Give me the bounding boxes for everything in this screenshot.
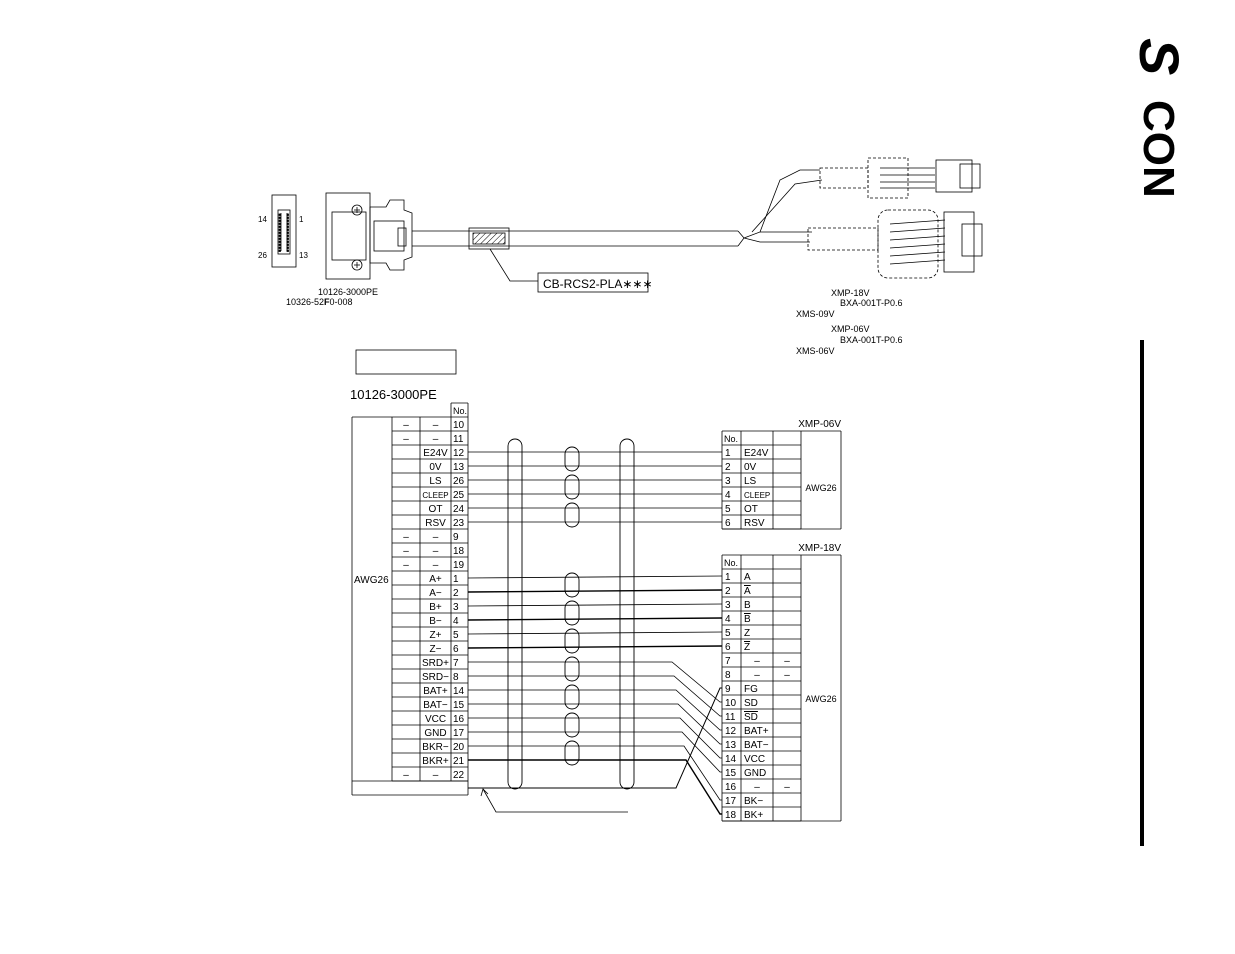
wire	[468, 662, 722, 702]
left-row-pin: 5	[453, 630, 459, 641]
left-row-signal: Z−	[429, 644, 442, 655]
left-row-signal: VCC	[424, 714, 447, 725]
pin-dot	[287, 250, 289, 252]
xmp18-row-pin: 18	[725, 810, 737, 821]
xmp18-contact-label: BXA-001T-P0.6	[840, 298, 903, 308]
xmp06-no-header: No.	[724, 434, 739, 444]
xmp18-row-signal: SD	[744, 698, 758, 709]
wire	[468, 646, 722, 648]
left-row-signal: Z+	[429, 630, 442, 641]
left-row-pin: 4	[453, 616, 459, 627]
xmp18-row-extra: –	[784, 782, 790, 793]
xmp18-row	[725, 768, 766, 779]
wire	[468, 632, 722, 634]
xmp06-awg-label: AWG26	[805, 483, 837, 494]
upper-connector-boot	[820, 168, 868, 188]
xmp18-row-signal: Z	[744, 642, 751, 653]
xmp18-row-signal: BK+	[744, 810, 764, 821]
left-row-pin: 2	[453, 588, 459, 599]
xmp18-row-signal: Z	[744, 628, 751, 639]
xmp18-row-extra: –	[784, 656, 790, 667]
left-table-row	[425, 714, 465, 725]
shield-oval-right	[620, 439, 634, 789]
pin-number-13: 13	[299, 251, 308, 260]
left-row-signal: –	[432, 546, 439, 557]
pin-dot	[287, 226, 289, 228]
xmp18-row	[725, 754, 765, 765]
xmp06-row-signal: OT	[744, 504, 758, 515]
cable-model-label: CB-RCS2-PLA∗∗∗	[543, 277, 653, 291]
twisted-pair-oval	[565, 601, 579, 625]
left-row-extra: –	[403, 770, 409, 781]
left-table-row	[423, 686, 464, 697]
left-row-signal: –	[432, 532, 439, 543]
xmp18-awg-label: AWG26	[805, 694, 837, 704]
brand-logo	[1128, 38, 1191, 340]
left-table-row	[429, 588, 459, 599]
twisted-pair-oval	[565, 629, 579, 653]
left-row-extra: –	[403, 546, 409, 557]
xmp18-row-signal: VCC	[744, 754, 766, 765]
pin-dot	[279, 220, 281, 222]
xmp18-row	[725, 628, 750, 639]
xmp18-row-pin: 4	[725, 614, 731, 625]
section-title-box	[356, 350, 456, 374]
left-table-row	[422, 658, 459, 669]
left-row-signal: SRD+	[422, 658, 449, 669]
left-table-row	[403, 770, 464, 781]
left-table-row	[422, 490, 464, 501]
wire	[468, 604, 722, 606]
arrow-head	[481, 789, 488, 796]
xms09-housing-label: XMS-09V	[796, 309, 835, 319]
pin-number-26: 26	[258, 251, 267, 260]
left-row-pin: 21	[453, 756, 465, 767]
xmp06-contact-label: BXA-001T-P0.6	[840, 335, 903, 345]
xmp18-row-signal: A	[744, 572, 751, 583]
left-table-row	[429, 504, 465, 515]
pin-dot	[279, 217, 281, 219]
xmp06-housing-label: XMP-06V	[831, 324, 870, 334]
left-row-signal: –	[432, 560, 439, 571]
shell-model: 10326-52F0-008	[286, 297, 353, 307]
left-row-pin: 10	[453, 420, 465, 431]
xmp06-row-pin: 5	[725, 504, 731, 515]
left-row-pin: 11	[453, 434, 464, 445]
xmp18-row-pin: 13	[725, 740, 737, 751]
pin-dot	[279, 232, 281, 234]
left-row-signal: BAT+	[423, 686, 448, 697]
left-row-pin: 17	[453, 728, 465, 739]
twisted-pair-oval	[565, 447, 579, 471]
xmp18-row	[725, 600, 751, 611]
xmp18-row	[725, 698, 758, 709]
xmp18-row-pin: 10	[725, 698, 737, 709]
xmp18-row-pin: 3	[725, 600, 731, 611]
pin-dot	[279, 244, 281, 246]
left-row-pin: 8	[453, 672, 459, 683]
left-row-pin: 15	[453, 700, 465, 711]
xmp18-row-pin: 17	[725, 796, 737, 807]
left-row-pin: 20	[453, 742, 465, 753]
xmp18-row-pin: 8	[725, 670, 731, 681]
brand-side-bar	[1140, 340, 1144, 846]
wire	[468, 704, 722, 744]
wire	[468, 590, 722, 592]
left-row-signal: SRD−	[422, 672, 449, 683]
xmp06-row-signal: RSV	[744, 518, 765, 529]
wire	[468, 732, 722, 772]
left-row-signal: CLEEP	[422, 491, 449, 500]
left-row-signal: A+	[429, 574, 442, 585]
twisted-pair-marks	[565, 447, 579, 765]
twisted-pair-oval	[565, 503, 579, 527]
left-row-extra: –	[403, 434, 409, 445]
xmp06-row-signal: 0V	[744, 462, 757, 473]
wire	[468, 576, 722, 578]
xmp18-row-pin: 6	[725, 642, 731, 653]
left-table-row	[424, 728, 464, 739]
xmp18-row-pin: 11	[725, 712, 736, 723]
pin-dot	[287, 235, 289, 237]
xmp06-connector-table	[722, 419, 841, 529]
wire	[468, 760, 722, 814]
left-row-pin: 18	[453, 546, 465, 557]
left-row-signal: –	[432, 770, 439, 781]
xmp18-connector-table	[722, 543, 841, 821]
left-row-signal: BAT−	[423, 700, 448, 711]
xmp06-row	[725, 490, 770, 501]
left-row-signal: E24V	[423, 448, 448, 459]
xmp18-row-signal: –	[754, 782, 760, 793]
pin-number-14: 14	[258, 215, 267, 224]
left-table-row	[423, 448, 464, 459]
left-table-row	[422, 672, 459, 683]
left-row-signal: B−	[429, 616, 442, 627]
xmp18-row-signal: B	[744, 600, 751, 611]
wire	[468, 746, 722, 800]
drain-wire-leader	[483, 789, 628, 812]
xmp06-row-signal: LS	[744, 476, 757, 487]
left-row-extra: –	[403, 532, 409, 543]
xmp18-row-signal: B	[744, 614, 751, 625]
pin-dot	[287, 232, 289, 234]
xmp18-row-pin: 7	[725, 656, 731, 667]
xmp18-row-pin: 15	[725, 768, 737, 779]
left-row-signal: BKR−	[422, 742, 449, 753]
xmp18-row	[725, 796, 763, 807]
xmp18-row-extra: –	[784, 670, 790, 681]
twisted-pair-oval	[565, 685, 579, 709]
pin-dot	[279, 229, 281, 231]
wire	[468, 618, 722, 620]
xmp18-no-header: No.	[724, 558, 739, 568]
left-row-pin: 13	[453, 462, 465, 473]
left-table-row	[403, 560, 464, 571]
wire-connections	[468, 452, 722, 814]
xmp18-row-pin: 2	[725, 586, 731, 597]
xmp06-row-pin: 3	[725, 476, 731, 487]
left-table-row	[403, 546, 464, 557]
left-table-row	[423, 700, 464, 711]
left-table-row	[429, 574, 459, 585]
xmp18-row	[725, 614, 751, 625]
xmp18-row	[725, 726, 769, 737]
xmp06-row-signal: E24V	[744, 448, 769, 459]
xmp18-row	[725, 740, 769, 751]
xmp06-row-pin: 2	[725, 462, 731, 473]
left-row-pin: 23	[453, 518, 465, 529]
left-row-signal: OT	[428, 504, 443, 515]
brand-logo-initial: S	[1128, 38, 1191, 76]
left-row-signal: B+	[429, 602, 442, 613]
xmp18-row-signal: BAT−	[744, 740, 769, 751]
twisted-pair-oval	[565, 475, 579, 499]
left-connector-table	[352, 403, 468, 795]
left-row-signal: RSV	[425, 518, 446, 529]
pin-dot	[287, 229, 289, 231]
left-row-pin: 19	[453, 560, 465, 571]
xmp06-title: XMP-06V	[798, 419, 841, 430]
lower-connector-boot	[808, 228, 878, 250]
left-table-row	[425, 518, 464, 529]
pin-dot	[287, 220, 289, 222]
connector-face-outline	[272, 195, 296, 267]
pin-dot	[287, 217, 289, 219]
left-row-signal: 0V	[429, 462, 442, 473]
xmp18-title: XMP-18V	[798, 543, 841, 554]
connector-shell-inner	[332, 212, 366, 260]
xmp06-row-pin: 1	[725, 448, 731, 459]
pin-dot	[279, 226, 281, 228]
xmp18-row-pin: 12	[725, 726, 737, 737]
lower-connector-housing	[878, 210, 938, 278]
twisted-pair-oval	[565, 573, 579, 597]
left-awg-label: AWG26	[354, 575, 389, 586]
twisted-pair-oval	[565, 657, 579, 681]
left-table-row	[430, 644, 459, 655]
xmp18-row	[725, 684, 758, 695]
left-row-pin: 3	[453, 602, 459, 613]
left-row-pin: 12	[453, 448, 465, 459]
left-no-header: No.	[453, 406, 468, 416]
left-table-row	[422, 756, 464, 767]
left-row-signal: GND	[424, 728, 447, 739]
xms06-housing-label: XMS-06V	[796, 346, 835, 356]
left-row-pin: 14	[453, 686, 465, 697]
left-table-row	[422, 742, 464, 753]
left-table-row	[403, 420, 464, 431]
left-table-row	[429, 602, 459, 613]
xmp06-row-pin: 4	[725, 490, 731, 501]
wire	[468, 718, 722, 758]
wire	[468, 688, 722, 788]
left-connector-title: 10126-3000PE	[350, 387, 437, 402]
pin-dot	[279, 214, 281, 216]
left-row-signal: –	[432, 434, 439, 445]
connector-shell-body	[326, 193, 370, 279]
left-table-row	[429, 476, 464, 487]
pin-number-1: 1	[299, 215, 304, 224]
left-row-extra: –	[403, 560, 409, 571]
xmp18-row-pin: 5	[725, 628, 731, 639]
xmp18-row-signal: –	[754, 656, 760, 667]
connector-pin-grid	[279, 214, 289, 252]
plug-connector-model: 10126-3000PE	[318, 287, 379, 297]
upper-connector-housing	[868, 158, 908, 198]
pin-dot	[287, 247, 289, 249]
left-row-pin: 7	[453, 658, 459, 669]
left-row-signal: A−	[429, 588, 442, 599]
xmp06-row	[725, 504, 758, 515]
xmp18-row	[725, 642, 750, 653]
xmp18-row-signal: A	[744, 586, 751, 597]
xmp06-row-signal: CLEEP	[744, 491, 771, 500]
left-row-pin: 25	[453, 490, 465, 501]
xmp18-row	[725, 586, 751, 597]
pin-dot	[287, 244, 289, 246]
xmp18-row	[725, 670, 790, 681]
xmp18-row-pin: 9	[725, 684, 731, 695]
pin-dot	[279, 238, 281, 240]
left-row-pin: 1	[453, 574, 459, 585]
xmp18-row-pin: 16	[725, 782, 737, 793]
pin-dot	[279, 235, 281, 237]
brand-logo-rest: CON	[1134, 100, 1183, 198]
xmp18-row-signal: BK−	[744, 796, 764, 807]
xmp18-row	[725, 656, 790, 667]
xmp06-row	[725, 518, 765, 529]
twisted-pair-oval	[565, 713, 579, 737]
xmp18-row-signal: GND	[744, 768, 767, 779]
xmp18-row	[725, 712, 758, 723]
xmp06-row-pin: 6	[725, 518, 731, 529]
left-row-pin: 9	[453, 532, 459, 543]
left-row-signal: LS	[429, 476, 442, 487]
pin-dot	[287, 214, 289, 216]
xmp18-row	[725, 572, 751, 583]
xmp18-row-signal: FG	[744, 684, 758, 695]
left-row-pin: 26	[453, 476, 465, 487]
xmp18-row-pin: 14	[725, 754, 737, 765]
pin-dot	[287, 223, 289, 225]
left-row-pin: 16	[453, 714, 465, 725]
xmp18-row-pin: 1	[725, 572, 731, 583]
left-table-row	[403, 434, 464, 445]
left-row-pin: 24	[453, 504, 465, 515]
pin-dot	[287, 238, 289, 240]
xmp18-row-signal: BAT+	[744, 726, 769, 737]
upper-connector-plug	[936, 160, 972, 192]
shield-oval-left	[508, 439, 522, 789]
left-table-row	[430, 630, 459, 641]
xmp18-row	[725, 810, 763, 821]
xmp18-row-signal: SD	[744, 712, 758, 723]
xmp18-row-signal: –	[754, 670, 760, 681]
xmp18-housing-label: XMP-18V	[831, 288, 870, 298]
connector-latch	[374, 221, 404, 251]
xmp18-row	[725, 782, 790, 793]
pin-dot	[279, 223, 281, 225]
left-table-row	[429, 616, 459, 627]
left-table-row	[429, 462, 464, 473]
left-row-signal: BKR+	[422, 756, 449, 767]
pin-dot	[287, 241, 289, 243]
left-row-pin: 22	[453, 770, 465, 781]
pin-dot	[279, 241, 281, 243]
pin-dot	[279, 250, 281, 252]
twisted-pair-oval	[565, 741, 579, 765]
pin-dot	[279, 247, 281, 249]
left-row-pin: 6	[453, 644, 459, 655]
left-row-signal: –	[432, 420, 439, 431]
lower-connector-plug	[944, 212, 974, 272]
left-row-extra: –	[403, 420, 409, 431]
xmp06-row	[725, 448, 769, 459]
